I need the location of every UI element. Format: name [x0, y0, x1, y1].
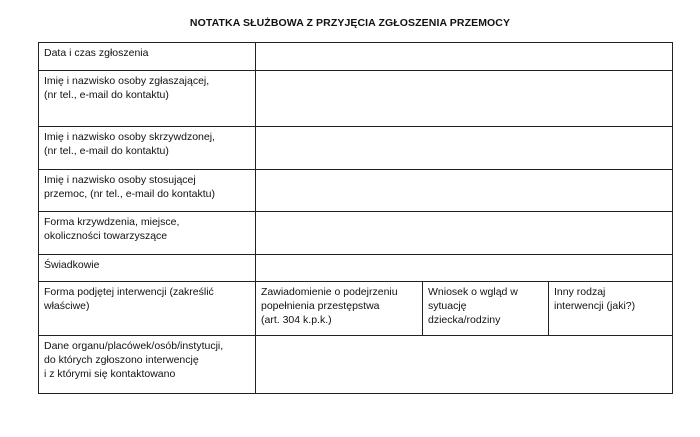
label-harm — [39, 212, 256, 255]
label-witnesses-text: Świadkowie — [44, 259, 100, 271]
label-institutions-line3: i z którymi się kontaktowano — [44, 368, 176, 380]
field-perpetrator[interactable] — [256, 170, 673, 212]
label-perpetrator-line2: przemoc, (nr tel., e-mail do kontaktu) — [44, 188, 215, 200]
label-perpetrator — [39, 170, 256, 212]
option-other-line2: interwencji (jaki?) — [554, 300, 636, 312]
row-date — [39, 43, 673, 71]
row-institutions — [39, 336, 673, 394]
report-form-table — [38, 42, 673, 394]
label-reporter-line1: Imię i nazwisko osoby zgłaszającej, — [44, 75, 210, 87]
label-reporter-line2: (nr tel., e-mail do kontaktu) — [44, 89, 169, 101]
label-institutions-line2: do których zgłoszono interwencję — [44, 354, 199, 366]
option-family-review-line2: sytuację — [428, 300, 467, 312]
option-notification-line3: (art. 304 k.p.k.) — [261, 314, 332, 326]
label-date — [39, 43, 256, 71]
label-intervention-line1: Forma podjętej interwencji (zakreślić — [44, 286, 214, 298]
label-witnesses — [39, 255, 256, 282]
row-reporter — [39, 71, 673, 127]
label-harm-line1: Forma krzywdzenia, miejsce, — [44, 216, 180, 228]
field-reporter[interactable] — [256, 71, 673, 127]
option-family-review-line1: Wniosek o wgląd w — [428, 286, 518, 298]
label-harm-line2: okoliczności towarzyszące — [44, 230, 168, 242]
label-intervention — [39, 282, 256, 336]
field-victim[interactable] — [256, 127, 673, 170]
label-victim — [39, 127, 256, 170]
label-institutions — [39, 336, 256, 394]
field-date[interactable] — [256, 43, 673, 71]
option-notification[interactable] — [256, 282, 423, 336]
option-family-review-line3: dziecka/rodziny — [428, 314, 501, 326]
option-family-review[interactable] — [423, 282, 549, 336]
label-intervention-line2: właściwe) — [44, 300, 90, 312]
label-victim-line1: Imię i nazwisko osoby skrzywdzonej, — [44, 131, 215, 143]
row-harm — [39, 212, 673, 255]
label-date-text: Data i czas zgłoszenia — [44, 47, 149, 59]
label-reporter — [39, 71, 256, 127]
option-notification-line1: Zawiadomienie o podejrzeniu — [261, 286, 398, 298]
label-victim-line2: (nr tel., e-mail do kontaktu) — [44, 145, 169, 157]
document-title: NOTATKA SŁUŻBOWA Z PRZYJĘCIA ZGŁOSZENIA PRZEMOCY — [189, 17, 511, 29]
option-other-line1: Inny rodzaj — [554, 286, 606, 298]
row-victim — [39, 127, 673, 170]
label-institutions-line1: Dane organu/placówek/osób/instytucji, — [44, 340, 224, 352]
row-intervention — [39, 282, 673, 336]
field-witnesses[interactable] — [256, 255, 673, 282]
option-notification-line2: popełnienia przestępstwa — [261, 300, 380, 312]
option-other[interactable] — [549, 282, 673, 336]
row-perpetrator — [39, 170, 673, 212]
field-harm[interactable] — [256, 212, 673, 255]
label-perpetrator-line1: Imię i nazwisko osoby stosującej — [44, 174, 196, 186]
field-institutions[interactable] — [256, 336, 673, 394]
row-witnesses — [39, 255, 673, 282]
